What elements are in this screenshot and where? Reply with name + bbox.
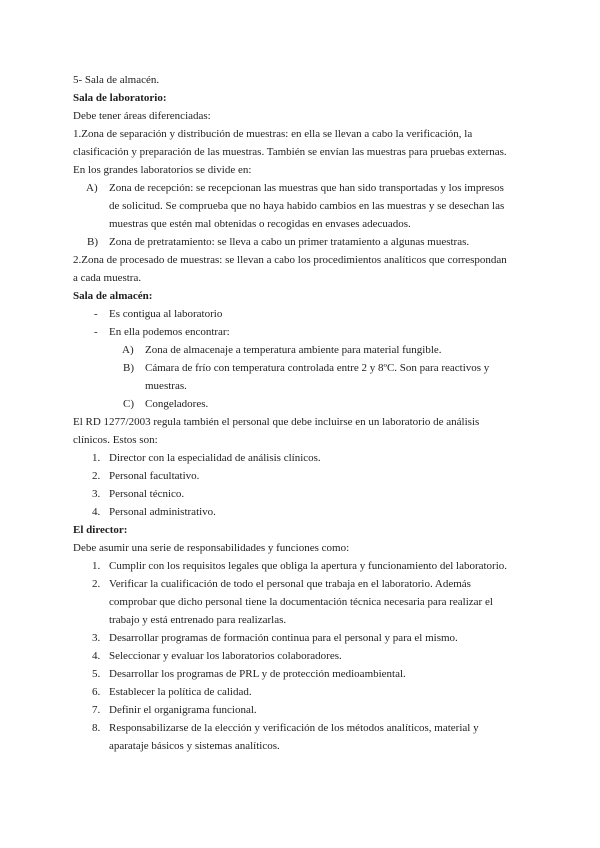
paragraph: a cada muestra. bbox=[73, 272, 142, 284]
list-item: muestras que estén mal obtenidas o recogidas en envases adecuados. bbox=[109, 218, 411, 230]
lab-title: Sala de laboratorio: bbox=[73, 92, 167, 104]
list-item: muestras. bbox=[145, 380, 187, 392]
paragraph: 2.Zona de procesado de muestras: se llevan a cabo los procedimientos analíticos que correspondan bbox=[73, 254, 507, 266]
list-item: Director con la especialidad de análisis clínicos. bbox=[109, 452, 321, 464]
list-item: Seleccionar y evaluar los laboratorios colaboradores. bbox=[109, 650, 342, 662]
list-item: Personal técnico. bbox=[109, 488, 185, 500]
paragraph: Debe asumir una serie de responsabilidades y funciones como: bbox=[73, 542, 350, 554]
paragraph: En los grandes laboratorios se divide en: bbox=[73, 164, 252, 176]
list-item: Es contigua al laboratorio bbox=[109, 308, 223, 320]
paragraph: clínicos. Estos son: bbox=[73, 434, 158, 446]
list-item: comprobar que dicho personal tiene la documentación técnica necesaria para realizar el bbox=[109, 596, 493, 608]
list-item: aparataje básicos y sistemas analíticos. bbox=[109, 740, 280, 752]
list-item: Verificar la cualificación de todo el personal que trabaja en el laboratorio. Además bbox=[109, 578, 471, 590]
director-title: El director: bbox=[73, 524, 128, 536]
list-marker: B) bbox=[87, 236, 98, 248]
paragraph: Debe tener áreas diferenciadas: bbox=[73, 110, 211, 122]
list-item: Congeladores. bbox=[145, 398, 209, 410]
paragraph: 1.Zona de separación y distribución de muestras: en ella se llevan a cabo la verificación, la bbox=[73, 128, 473, 140]
store-title: Sala de almacén: bbox=[73, 290, 153, 302]
list-marker: A) bbox=[86, 182, 98, 194]
list-marker: 1. bbox=[92, 560, 101, 572]
section-heading: 5- Sala de almacén. bbox=[73, 74, 160, 86]
list-item: Cámara de frío con temperatura controlada entre 2 y 8ºC. Son para reactivos y bbox=[145, 362, 490, 374]
list-marker: C) bbox=[123, 398, 134, 410]
list-marker: - bbox=[94, 326, 98, 338]
list-marker: 6. bbox=[92, 686, 101, 698]
list-item: de solicitud. Se comprueba que no haya habido cambios en las muestras y se desechan las bbox=[109, 200, 505, 212]
list-marker: 7. bbox=[92, 704, 101, 716]
list-item: Cumplir con los requisitos legales que obliga la apertura y funcionamiento del laboratorio. bbox=[109, 560, 508, 572]
list-item: Personal facultativo. bbox=[109, 470, 200, 482]
list-marker: 1. bbox=[92, 452, 101, 464]
list-marker: 2. bbox=[92, 578, 101, 590]
list-marker: 5. bbox=[92, 668, 101, 680]
list-item: Zona de pretratamiento: se lleva a cabo un primer tratamiento a algunas muestras. bbox=[109, 236, 470, 248]
list-item: Zona de almacenaje a temperatura ambiente para material fungible. bbox=[145, 344, 442, 356]
list-item: Establecer la política de calidad. bbox=[109, 686, 252, 698]
list-item: Definir el organigrama funcional. bbox=[109, 704, 257, 716]
list-marker: 2. bbox=[92, 470, 101, 482]
list-marker: A) bbox=[122, 344, 134, 356]
list-marker: 4. bbox=[92, 506, 101, 518]
list-item: Zona de recepción: se recepcionan las muestras que han sido transportadas y los impresos bbox=[109, 182, 504, 194]
list-item: trabajo y está entrenado para realizarlas. bbox=[109, 614, 287, 626]
list-item: Personal administrativo. bbox=[109, 506, 216, 518]
list-marker: 3. bbox=[92, 488, 101, 500]
list-marker: B) bbox=[123, 362, 134, 374]
paragraph: El RD 1277/2003 regula también el personal que debe incluirse en un laboratorio de análisis bbox=[73, 416, 480, 428]
list-marker: 8. bbox=[92, 722, 101, 734]
list-marker: - bbox=[94, 308, 98, 320]
list-item: Responsabilizarse de la elección y verificación de los métodos analíticos, material y bbox=[109, 722, 479, 734]
paragraph: clasificación y preparación de las muestras. También se envían las muestras para pruebas externas. bbox=[73, 146, 507, 158]
list-marker: 3. bbox=[92, 632, 101, 644]
list-item: Desarrollar programas de formación continua para el personal y para el mismo. bbox=[109, 632, 458, 644]
list-item: Desarrollar los programas de PRL y de protección medioambiental. bbox=[109, 668, 406, 680]
list-marker: 4. bbox=[92, 650, 101, 662]
list-item: En ella podemos encontrar: bbox=[109, 326, 230, 338]
